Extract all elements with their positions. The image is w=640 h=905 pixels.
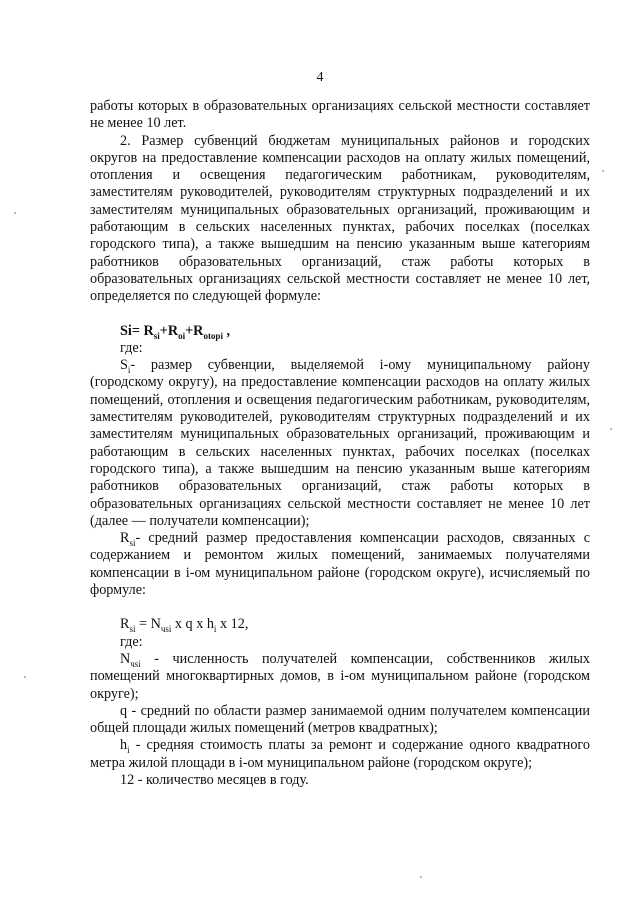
definition-nchsi: $N_{чsi}$ - численность получателей компенсации, собственников жилых помещений многоквартирных домов, в i-ом муниципальном районе (городском округе); — [90, 650, 590, 702]
page-number: 4 — [316, 70, 324, 85]
definition-q: q - средний по области размер занимаемой одним получателем компенсации общей площади жилых помещений (метров квадратных); — [90, 702, 590, 737]
formula-si: $Si= R_{si}+R_{oi}+R_{otopi}$ , — [120, 322, 231, 341]
scan-speck — [602, 170, 604, 172]
paragraph-2: 2. Размер субвенций бюджетам муниципальных районов и городских округов на предоставление компенсации расходов на оплату жилых помещений, отопления и освещения педагогическим работникам, руководителям, заместителям руководителей, руководителям структурных подразделений и их заместителям муниципальных образовательных организаций, проживающим и работающим в сельских населенных пунктах, рабочих поселках (поселках городского типа), а также вышедшим на пенсию указанным выше категориям работников образовательных организаций, стаж работы которых в образовательных организациях сельской местности составляет не менее 10 лет, определяется по следующей формуле: — [90, 132, 590, 305]
definition-rsi: $R_{si}-$ средний размер предоставления компенсации расходов, связанных с содержанием и ремонтом жилых помещений, занимаемых получателями компенсации в i-ом муниципальном районе (городском округе), исчисляемый по формуле: — [90, 530, 590, 599]
scan-speck — [610, 428, 612, 430]
scan-speck — [24, 676, 26, 678]
where-label-2: где: — [120, 633, 143, 650]
where-label-1: где: — [120, 339, 143, 356]
spacer — [90, 599, 590, 616]
paragraph-continuation: работы которых в образовательных организациях сельской местности составляет не менее 10 лет. — [90, 98, 590, 132]
definition-si: $S_i-$ размер субвенции, выделяемой i-ому муниципальному району (городскому округу), на предоставление компенсации расходов на оплату жилых помещений, отопления и освещения педагогическим работникам, руководителям, заместителям руководителей, руководителям структурных подразделений и их заместителям муниципальных образовательных организаций, проживающим и работающим в сельских населенных пунктах, рабочих поселках (поселках городского типа), а также вышедшим на пенсию указанным выше категориям работников образовательных организаций, стаж работы которых в образовательных организациях сельской местности составляет не менее 10 лет (далее — получатели компенсации); — [90, 357, 590, 529]
definition-hi: $h_i$ - средняя стоимость платы за ремонт и содержание одного квадратного метра жилой площади в i-ом муниципальном районе (городском округе); — [90, 737, 590, 771]
formula-rsi: $R_{si} = N_{чsi}$ x q x $h_i$ x 12, — [120, 616, 249, 635]
spacer — [90, 306, 590, 323]
definition-months: 12 - количество месяцев в году. — [120, 771, 309, 788]
scan-speck — [420, 876, 422, 878]
document-body — [90, 98, 590, 789]
scan-speck — [14, 212, 16, 214]
